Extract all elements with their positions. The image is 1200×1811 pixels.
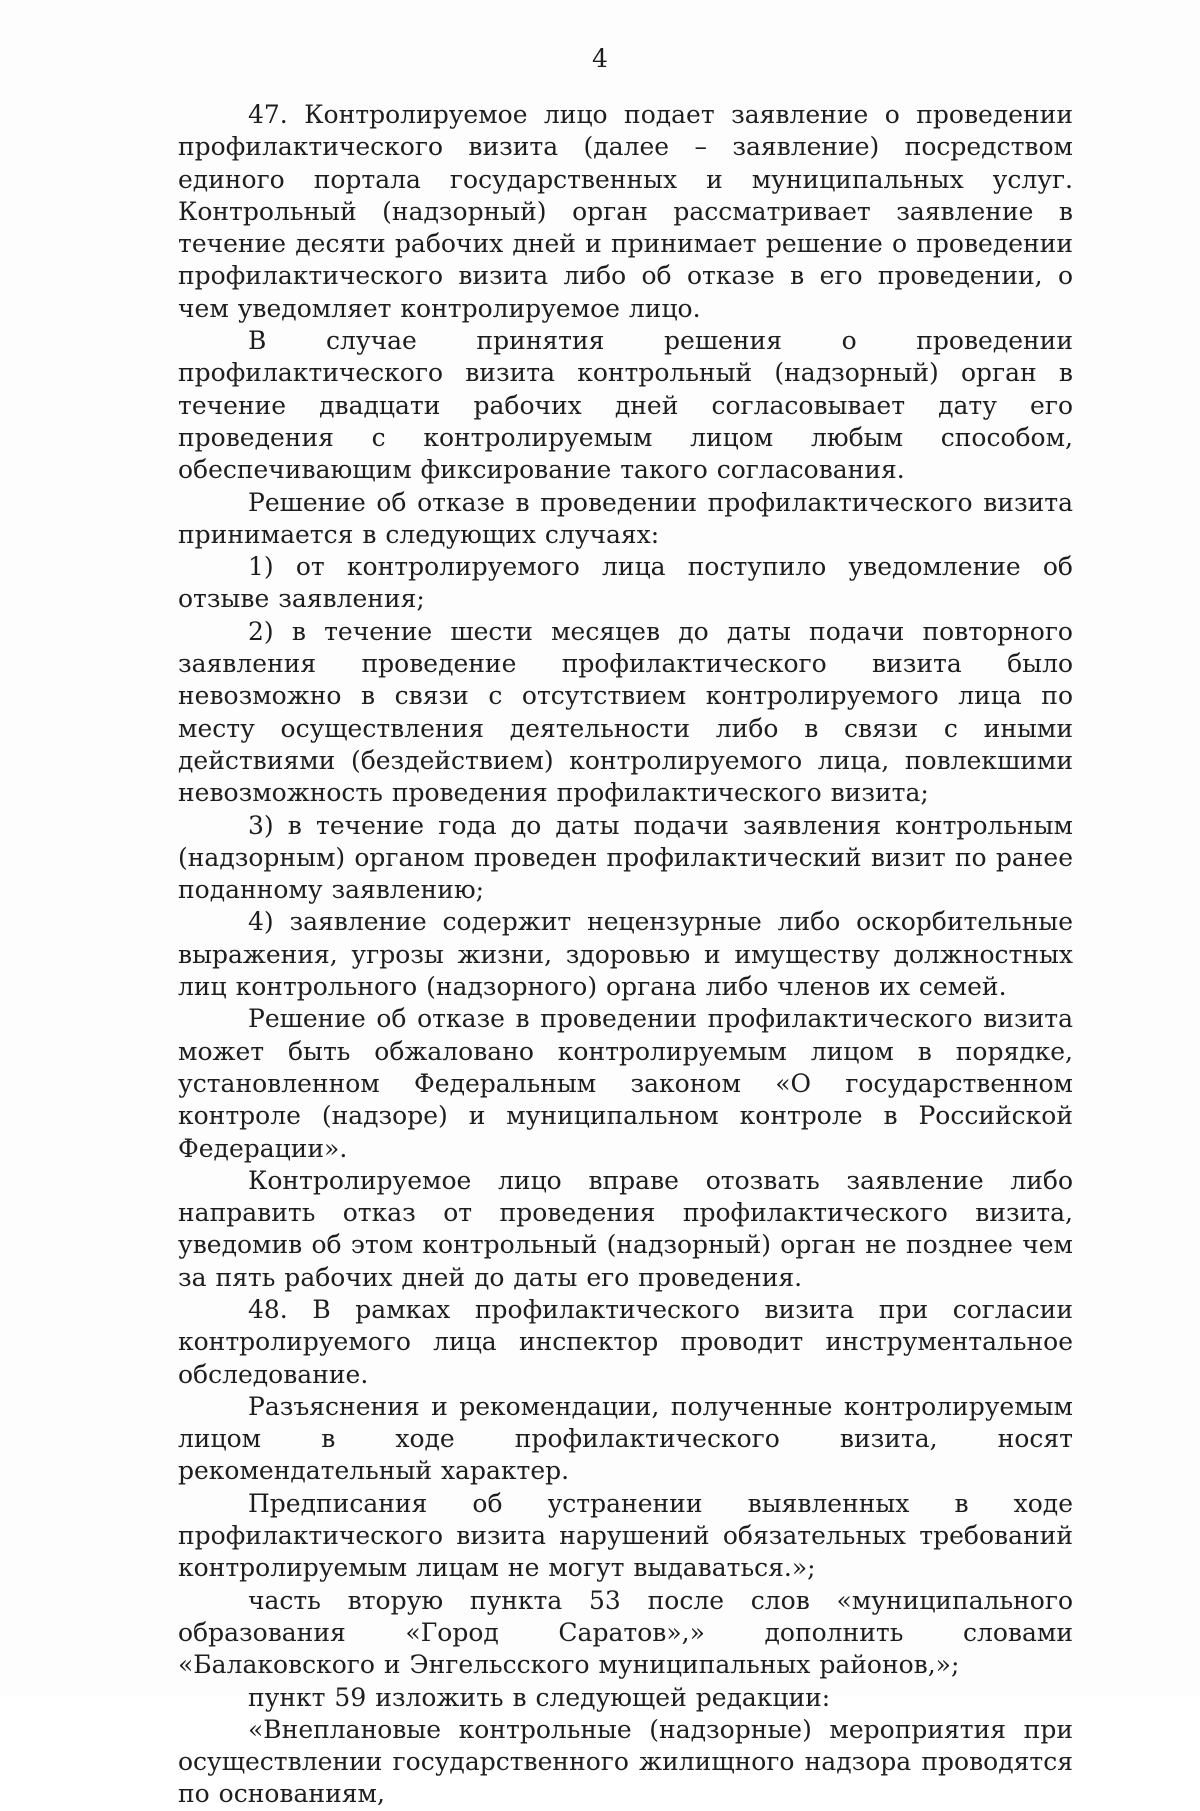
document-body xyxy=(178,99,1073,1811)
paragraph-prescriptions: Предписания об устранении выявленных в ходе профилактического визита нарушений обязательных требований контролируемым лицам не могут выдаваться.»; xyxy=(178,1488,1073,1583)
paragraph-48: 48. В рамках профилактического визита при согласии контролируемого лица инспектор проводит инструментальное обследование. xyxy=(178,1294,1073,1389)
paragraph-agreement: В случае принятия решения о проведении профилактического визита контрольный (надзорный) орган в течение двадцати рабочих дней согласовывает дату его проведения с контролируемым лицом любым способом, обеспечивающим фиксирование такого согласования. xyxy=(178,326,1073,485)
paragraph-unscheduled: «Внеплановые контрольные (надзорные) мероприятия при осуществлении государственного жилищного надзора проводятся по основаниям, xyxy=(178,1714,1073,1809)
list-item-2: 2) в течение шести месяцев до даты подачи повторного заявления проведение профилактического визита было невозможно в связи с отсутствием контролируемого лица по месту осуществления деятельности либо в связи с иными действиями (бездействием) контролируемого лица, повлекшими невозможность проведения профилактического визита; xyxy=(178,616,1073,808)
page-number: 4 xyxy=(592,44,608,73)
paragraph-withdrawal: Контролируемое лицо вправе отозвать заявление либо направить отказ от проведения профилактического визита, уведомив об этом контрольный (надзорный) орган не позднее чем за пять рабочих дней до даты его проведения. xyxy=(178,1165,1073,1292)
paragraph-amend-53: часть вторую пункта 53 после слов «муниципального образования «Город Саратов»,» дополнить словами «Балаковского и Энгельсского муниципальных районов,»; xyxy=(178,1585,1073,1680)
paragraph-refusal-cases: Решение об отказе в проведении профилактического визита принимается в следующих случаях: xyxy=(178,487,1073,549)
paragraph-amend-59: пункт 59 изложить в следующей редакции: xyxy=(248,1682,831,1712)
list-item-1: 1) от контролируемого лица поступило уведомление об отзыве заявления; xyxy=(178,552,1073,614)
paragraph-explanations: Разъяснения и рекомендации, полученные контролируемым лицом в ходе профилактического визита, носят рекомендательный характер. xyxy=(178,1391,1073,1486)
paragraph-47: 47. Контролируемое лицо подает заявление о проведении профилактического визита (далее – заявление) посредством единого портала государственных и муниципальных услуг. Контрольный (надзорный) орган рассматривает заявление в течение десяти рабочих дней и принимает решение о проведении профилактического визита либо об отказе в его проведении, о чем уведомляет контролируемое лицо. xyxy=(178,100,1073,323)
list-item-3: 3) в течение года до даты подачи заявления контрольным (надзорным) органом проведен профилактический визит по ранее поданному заявлению; xyxy=(178,810,1073,905)
paragraph-appeal: Решение об отказе в проведении профилактического визита может быть обжаловано контролируемым лицом в порядке, установленном Федеральным законом «О государственном контроле (надзоре) и муниципальном контроле в Российской Федерации». xyxy=(178,1004,1073,1163)
list-item-4: 4) заявление содержит нецензурные либо оскорбительные выражения, угрозы жизни, здоровью и имуществу должностных лиц контрольного (надзорного) органа либо членов их семей. xyxy=(178,907,1073,1002)
